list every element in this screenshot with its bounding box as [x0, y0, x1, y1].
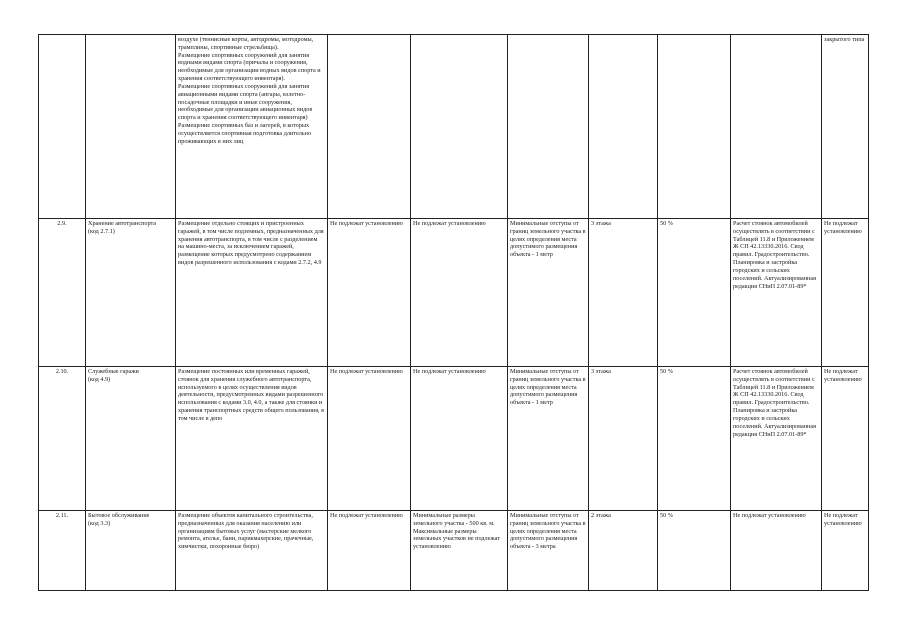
param-cell: закрытого типа — [822, 35, 869, 219]
param-cell: 3 этажа — [589, 219, 658, 367]
param-cell: Не подлежат установлению — [822, 219, 869, 367]
param-cell — [411, 35, 508, 219]
param-cell: 50 % — [658, 511, 731, 591]
param-cell: Не подлежат установлению — [411, 367, 508, 511]
document-page — [38, 34, 868, 591]
param-cell: 50 % — [658, 219, 731, 367]
param-cell: Минимальные отступы от границ земельного участка в целях определения места допустимого размещения объекта - 1 метр — [508, 367, 589, 511]
row-number-cell: 2.9. — [39, 219, 86, 367]
param-cell: Не подлежат установлению — [328, 219, 411, 367]
param-cell: Не подлежат установлению — [411, 219, 508, 367]
table-row — [39, 367, 869, 511]
row-number-cell — [39, 35, 86, 219]
description-cell: Размещение постоянных или временных гаражей, стоянок для хранения служебного автотранспорта, используемого в целях осуществления видов деятельности, предусмотренных видами разрешенного использования с кодами 3.0, 4.0, а также для стоянки и хранения транспортных средств общего пользования, в том числе в депо — [176, 367, 328, 511]
param-cell: Не подлежат установлению — [822, 367, 869, 511]
param-cell: Минимальные отступы от границ земельного участка в целях определения места допустимого размещения объекта - 1 метр — [508, 219, 589, 367]
param-cell: Не подлежат установлению — [822, 511, 869, 591]
param-cell: 3 этажа — [589, 367, 658, 511]
param-cell — [589, 35, 658, 219]
param-cell: Не подлежат установлению — [328, 367, 411, 511]
param-cell — [328, 35, 411, 219]
use-type-cell: Бытовое обслуживание (код 3.3) — [86, 511, 176, 591]
param-cell: 50 % — [658, 367, 731, 511]
param-cell — [731, 35, 822, 219]
table-row — [39, 219, 869, 367]
param-cell: Не подлежат установлению — [328, 511, 411, 591]
use-type-cell — [86, 35, 176, 219]
param-cell: Расчет стоянок автомобилей осуществлять в соответствии с Таблицей 11.8 и Приложением Ж СП 42.13330.2016. Свод правил. Градостроительство. Планировка и застройка городских и сельских поселений. Актуализированная редакция СНиП 2.07.01-89* — [731, 367, 822, 511]
use-type-cell: Служебные гаражи (код 4.9) — [86, 367, 176, 511]
row-number-cell: 2.10. — [39, 367, 86, 511]
table-row — [39, 35, 869, 219]
param-cell — [658, 35, 731, 219]
param-cell: Минимальные размеры земельного участка - 500 кв. м. Максимальные размеры земельных участков не подлежат установлению — [411, 511, 508, 591]
zoning-regulations-table — [38, 34, 869, 591]
param-cell: 2 этажа — [589, 511, 658, 591]
table-row — [39, 511, 869, 591]
description-cell: воздухе (теннисные корты, автодромы, мотодромы, трамплины, спортивные стрельбища). Размещение спортивных сооружений для занятия водными видами спорта (причалы и сооружения, необходимые для организации водных видов спорта и хранения соответствующего инвентаря). Размещение спортивных сооружений для занятия авиационными видами спорта (ангары, взлетно-посадочные площадки и иные сооружения, необходимые для организации авиационных видов спорта и хранения соответствующего инвентаря) Размещение спортивных баз и лагерей, в которых осуществляется спортивная подготовка длительно проживающих в них лиц — [176, 35, 328, 219]
param-cell: Минимальные отступы от границ земельного участка в целях определения места допустимого размещения объекта - 3 метра — [508, 511, 589, 591]
row-number-cell: 2.11. — [39, 511, 86, 591]
param-cell: Расчет стоянок автомобилей осуществлять в соответствии с Таблицей 11.8 и Приложением Ж СП 42.13330.2016. Свод правил. Градостроительство. Планировка и застройка городских и сельских поселений. Актуализированная редакция СНиП 2.07.01-89* — [731, 219, 822, 367]
param-cell — [508, 35, 589, 219]
use-type-cell: Хранение автотранспорта (код 2.7.1) — [86, 219, 176, 367]
description-cell: Размещение отдельно стоящих и пристроенных гаражей, в том числе подземных, предназначенных для хранения автотранспорта, в том числе с разделением на машино-места, за исключением гаражей, размещение которых предусмотрено содержанием видов разрешенного использования с кодами 2.7.2, 4.9 — [176, 219, 328, 367]
param-cell: Не подлежат установлению — [731, 511, 822, 591]
description-cell: Размещение объектов капитального строительства, предназначенных для оказания населению или организациям бытовых услуг (мастерские мелкого ремонта, ателье, бани, парикмахерские, прачечные, химчистки, похоронные бюро) — [176, 511, 328, 591]
